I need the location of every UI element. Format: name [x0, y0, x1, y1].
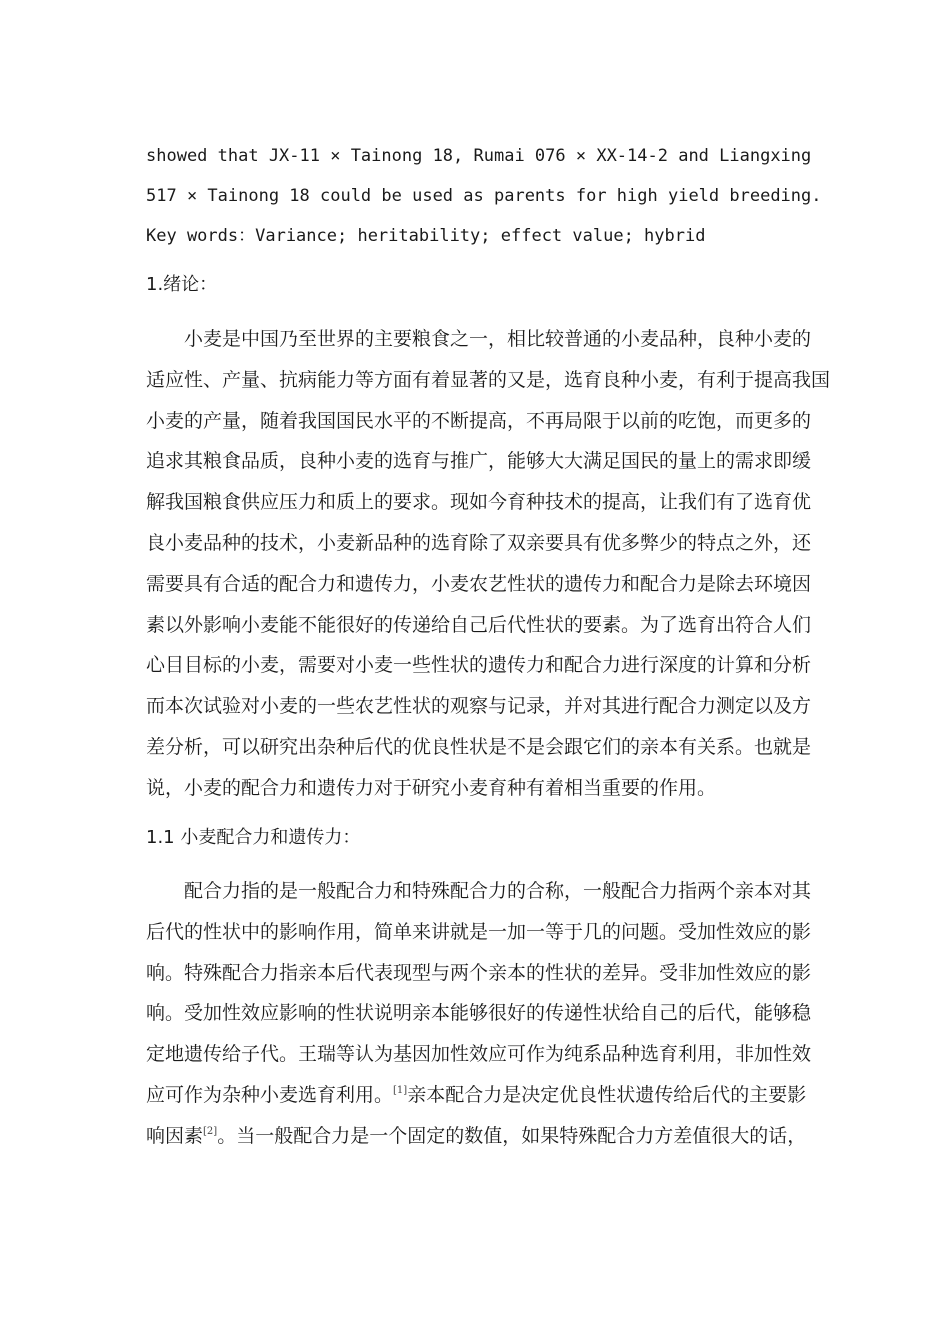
paragraph-line: 适应性、产量、抗病能力等方面有着显著的又是，选育良种小麦，有利于提高我国: [146, 368, 831, 391]
paragraph-line: 定地遗传给子代。王瑞等认为基因加性效应可作为纯系品种选育利用，非加性效: [146, 1043, 812, 1066]
paragraph-line: 响。特殊配合力指亲本后代表现型与两个亲本的性状的差异。受非加性效应的影: [146, 961, 812, 984]
keywords-line: Key words：Variance; heritability; effect value; hybrid: [146, 226, 706, 246]
paragraph-line: 差分析，可以研究出杂种后代的优良性状是不是会跟它们的亲本有关系。也就是: [146, 735, 812, 758]
paragraph-line: [146, 1116, 810, 1157]
paragraph-line: 而本次试验对小麦的一些农艺性状的观察与记录，并对其进行配合力测定以及方: [146, 695, 812, 718]
line-text: 应可作为杂种小麦选育利用。: [146, 1083, 394, 1106]
paragraph-line: 配合力指的是一般配合力和特殊配合力的合称，一般配合力指两个亲本对其: [184, 880, 812, 902]
paragraph-line: 素以外影响小麦能不能很好的传递给自己后代性状的要素。为了选育出符合人们: [146, 613, 812, 636]
abstract-line-1: showed that JX-11 × Tainong 18, Rumai 076 × XX-14-2 and Liangxing: [146, 146, 812, 166]
section-heading-introduction: 1.绪论：: [146, 274, 218, 295]
paragraph-line: 解我国粮食供应压力和质上的要求。现如今育种技术的提高，让我们有了选育优: [146, 491, 812, 514]
combining-ability-paragraph: [146, 871, 810, 1157]
paragraph-line: 后代的性状中的影响作用，简单来讲就是一加一等于几的问题。受加性效应的影: [146, 920, 812, 943]
abstract-tail: [146, 136, 822, 256]
section-heading-combining-ability: 1.1 小麦配合力和遗传力：: [146, 827, 361, 848]
paragraph-line: 响。受加性效应影响的性状说明亲本能够很好的传递性状给自己的后代，能够稳: [146, 1002, 812, 1025]
paragraph-line: 说，小麦的配合力和遗传力对于研究小麦育种有着相当重要的作用。: [146, 776, 717, 799]
paragraph-line: 小麦的产量，随着我国国民水平的不断提高，不再局限于以前的吃饱，而更多的: [146, 409, 812, 432]
line-text: 亲本配合力是决定优良性状遗传给后代的主要影: [407, 1083, 807, 1106]
abstract-line-2: 517 × Tainong 18 could be used as parents for high yield breeding.: [146, 186, 822, 206]
introduction-paragraph: [146, 319, 831, 809]
line-text: 。当一般配合力是一个固定的数值，如果特殊配合力方差值很大的话，: [217, 1124, 807, 1147]
line-text: 响因素: [146, 1124, 204, 1147]
paragraph-line: 追求其粮食品质，良种小麦的选育与推广，能够大大满足国民的量上的需求即缓: [146, 450, 812, 473]
paragraph-line: [146, 1075, 810, 1116]
citation-ref[interactable]: [2]: [203, 1125, 218, 1137]
paragraph-line: 小麦是中国乃至世界的主要粮食之一，相比较普通的小麦品种，良种小麦的: [184, 328, 812, 350]
paragraph-line: 需要具有合适的配合力和遗传力，小麦农艺性状的遗传力和配合力是除去环境因: [146, 572, 812, 595]
citation-ref[interactable]: [1]: [393, 1084, 408, 1096]
paragraph-line: 良小麦品种的技术，小麦新品种的选育除了双亲要具有优多弊少的特点之外，还: [146, 531, 812, 554]
paragraph-line: 心目目标的小麦，需要对小麦一些性状的遗传力和配合力进行深度的计算和分析: [146, 654, 812, 677]
